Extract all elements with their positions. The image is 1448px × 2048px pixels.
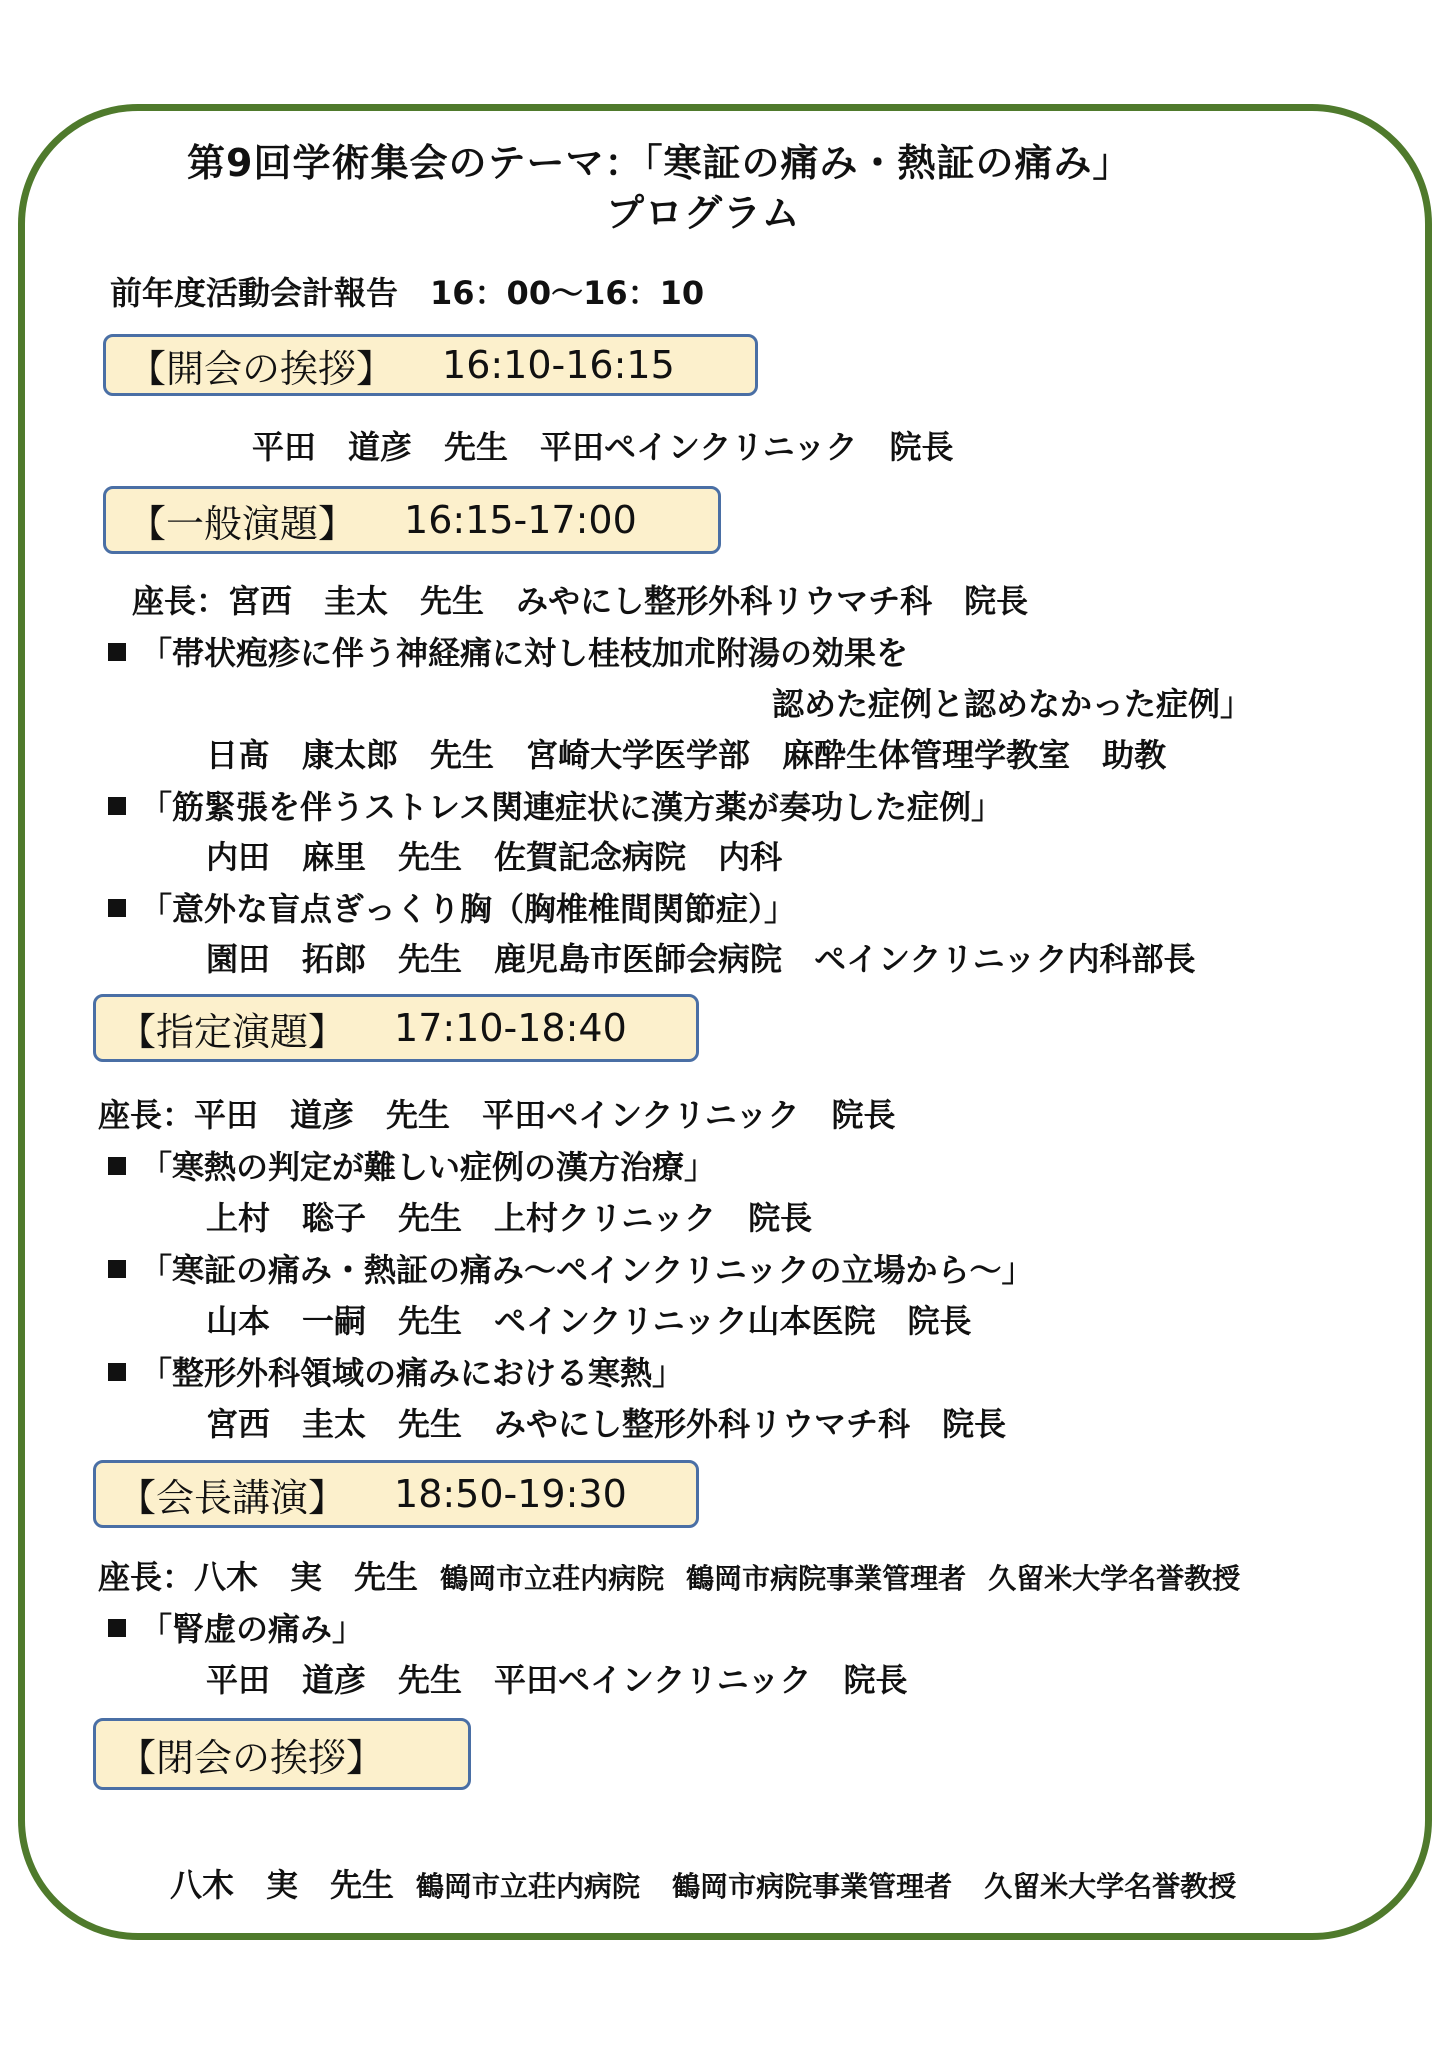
closing-speaker: 八木 実 先生 鶴岡市立荘内病院 鶴岡市病院事業管理者 久留米大学名誉教授 (170, 1866, 1237, 1904)
section-heading: 【閉会の挨拶】 (118, 1735, 385, 1780)
bullet-square-icon (108, 643, 126, 661)
opening-speaker: 平田 道彦 先生 平田ペインクリニック 院長 (252, 428, 954, 466)
section-time: 18:50-19:30 (394, 1472, 627, 1516)
talk-title: 「寒熱の判定が難しい症例の漢方治療」 (108, 1142, 716, 1188)
section-time: 16:10-16:15 (442, 343, 675, 387)
talk-title: 「腎虚の痛み」 (108, 1604, 364, 1650)
prelim-line (110, 268, 704, 314)
section-closing (93, 1718, 471, 1790)
section-heading: 【開会の挨拶】 (128, 346, 395, 391)
general-chair: 座長：宮西 圭太 先生 みやにし整形外科リウマチ科 院長 (132, 582, 1029, 620)
bullet-square-icon (108, 1619, 126, 1637)
section-opening (103, 334, 758, 396)
section-general (103, 486, 721, 554)
designated-chair: 座長：平田 道彦 先生 平田ペインクリニック 院長 (98, 1096, 896, 1134)
section-heading: 【指定演題】 (118, 1009, 347, 1054)
bullet-square-icon (108, 1363, 126, 1381)
talk-speaker: 山本 一嗣 先生 ペインクリニック山本医院 院長 (206, 1302, 972, 1340)
talk-title: 「寒証の痛み・熱証の痛み～ペインクリニックの立場から～」 (108, 1245, 1033, 1291)
talk-title: 「整形外科領域の痛みにおける寒熱」 (108, 1348, 684, 1394)
talk-title-cont: 認めた症例と認めなかった症例」 (772, 685, 1253, 723)
section-heading: 【会長講演】 (118, 1475, 347, 1520)
talk-speaker: 内田 麻里 先生 佐賀記念病院 内科 (206, 838, 783, 876)
talk-speaker: 園田 拓郎 先生 鹿児島市医師会病院 ペインクリニック内科部長 (206, 940, 1196, 978)
bullet-square-icon (108, 797, 126, 815)
section-presidential (93, 1460, 699, 1528)
presidential-chair: 座長：八木 実 先生 鶴岡市立荘内病院 鶴岡市病院事業管理者 久留米大学名誉教授 (98, 1558, 1241, 1596)
page-subtitle: プログラム (606, 191, 801, 235)
prelim-time: 16：00～16：10 (430, 274, 705, 312)
section-designated (93, 994, 699, 1062)
talk-speaker: 平田 道彦 先生 平田ペインクリニック 院長 (206, 1661, 908, 1699)
talk-title: 「帯状疱疹に伴う神経痛に対し桂枝加朮附湯の効果を (108, 628, 908, 674)
talk-title: 「意外な盲点ぎっくり胸（胸椎椎間関節症）」 (108, 884, 796, 930)
section-time: 16:15-17:00 (404, 498, 637, 542)
talk-title: 「筋緊張を伴うストレス関連症状に漢方薬が奏功した症例」 (108, 782, 1003, 828)
section-heading: 【一般演題】 (128, 501, 357, 546)
section-time: 17:10-18:40 (394, 1006, 627, 1050)
page-title: 第9回学術集会のテーマ：「寒証の痛み・熱証の痛み」 (187, 141, 1132, 185)
prelim-label: 前年度活動会計報告 (110, 274, 399, 312)
talk-speaker: 上村 聡子 先生 上村クリニック 院長 (206, 1199, 813, 1237)
bullet-square-icon (108, 899, 126, 917)
talk-speaker: 日髙 康太郎 先生 宮崎大学医学部 麻酔生体管理学教室 助教 (206, 736, 1167, 774)
bullet-square-icon (108, 1157, 126, 1175)
bullet-square-icon (108, 1260, 126, 1278)
talk-speaker: 宮西 圭太 先生 みやにし整形外科リウマチ科 院長 (206, 1405, 1007, 1443)
